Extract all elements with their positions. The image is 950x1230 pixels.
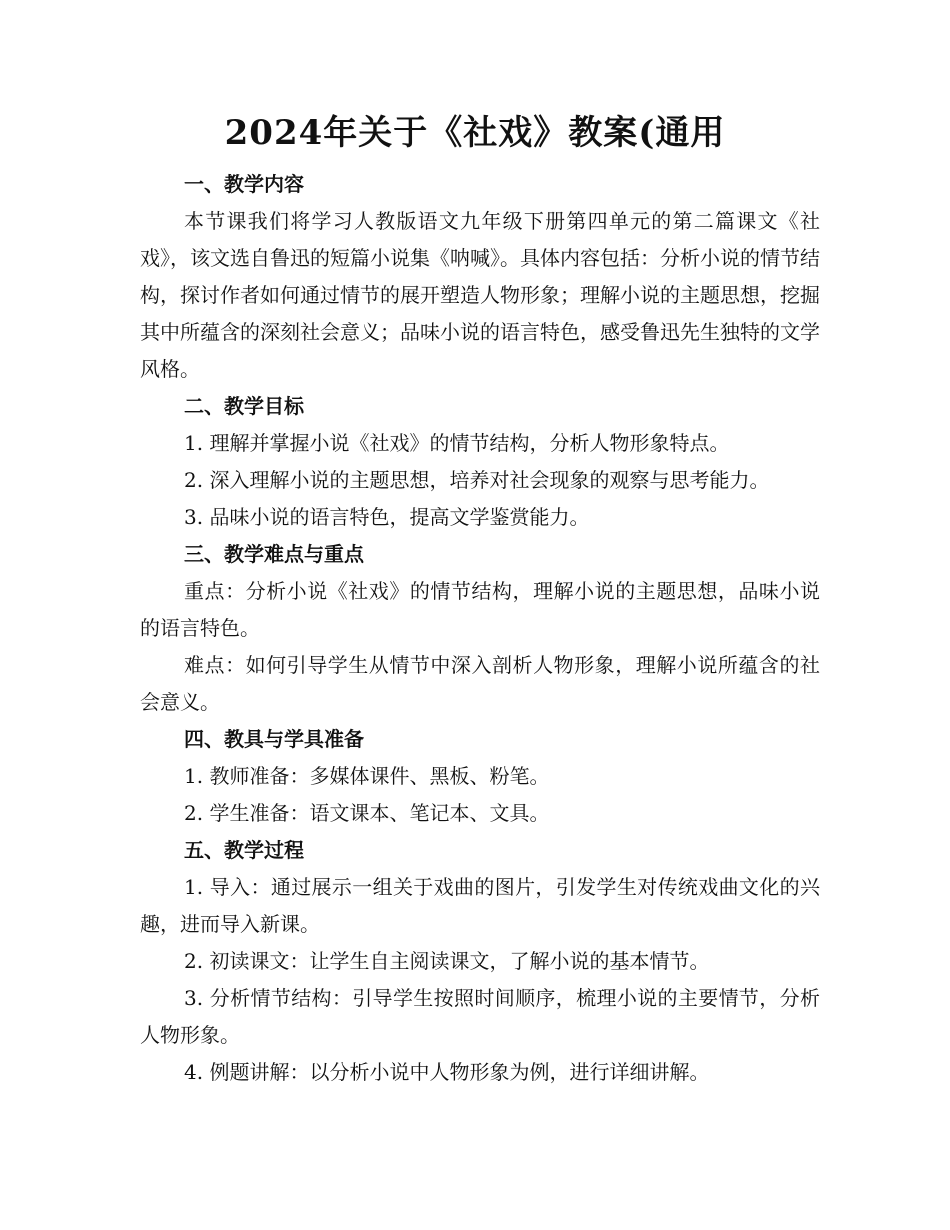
- difficulty-paragraph: 难点：如何引导学生从情节中深入剖析人物形象，理解小说所蕴含的社会意义。: [140, 653, 820, 714]
- objective-item: 2. 深入理解小说的主题思想，培养对社会现象的观察与思考能力。: [184, 468, 770, 492]
- key-point-paragraph: 重点：分析小说《社戏》的情节结构，理解小说的主题思想，品味小说的语言特色。: [140, 579, 820, 640]
- process-step: 3. 分析情节结构：引导学生按照时间顺序，梳理小说的主要情节，分析人物形象。: [140, 986, 820, 1047]
- material-item: 1. 教师准备：多媒体课件、黑板、粉笔。: [184, 764, 550, 788]
- objective-item: 3. 品味小说的语言特色，提高文学鉴赏能力。: [184, 505, 590, 529]
- section-heading-objectives: 二、教学目标: [184, 394, 304, 418]
- document-body: [140, 166, 820, 1091]
- process-step: 4. 例题讲解：以分析小说中人物形象为例，进行详细讲解。: [184, 1060, 710, 1084]
- objective-item: 1. 理解并掌握小说《社戏》的情节结构，分析人物形象特点。: [184, 431, 730, 455]
- material-item: 2. 学生准备：语文课本、笔记本、文具。: [184, 801, 550, 825]
- section-heading-key-points: 三、教学难点与重点: [184, 542, 364, 566]
- section-paragraph: 本节课我们将学习人教版语文九年级下册第四单元的第二篇课文《社戏》，该文选自鲁迅的短篇小说集《呐喊》。具体内容包括：分析小说的情节结构，探讨作者如何通过情节的展开塑造人物形象；理解小说的主题思想，挖掘其中所蕴含的深刻社会意义；品味小说的语言特色，感受鲁迅先生独特的文学风格。: [140, 209, 820, 381]
- document-title: 2024年关于《社戏》教案(通用: [224, 113, 726, 153]
- section-heading-process: 五、教学过程: [184, 838, 304, 862]
- process-step: 1. 导入：通过展示一组关于戏曲的图片，引发学生对传统戏曲文化的兴趣，进而导入新课。: [140, 875, 820, 936]
- process-step: 2. 初读课文：让学生自主阅读课文，了解小说的基本情节。: [184, 949, 710, 973]
- section-heading-content: 一、教学内容: [184, 172, 304, 196]
- section-heading-materials: 四、教具与学具准备: [184, 727, 364, 751]
